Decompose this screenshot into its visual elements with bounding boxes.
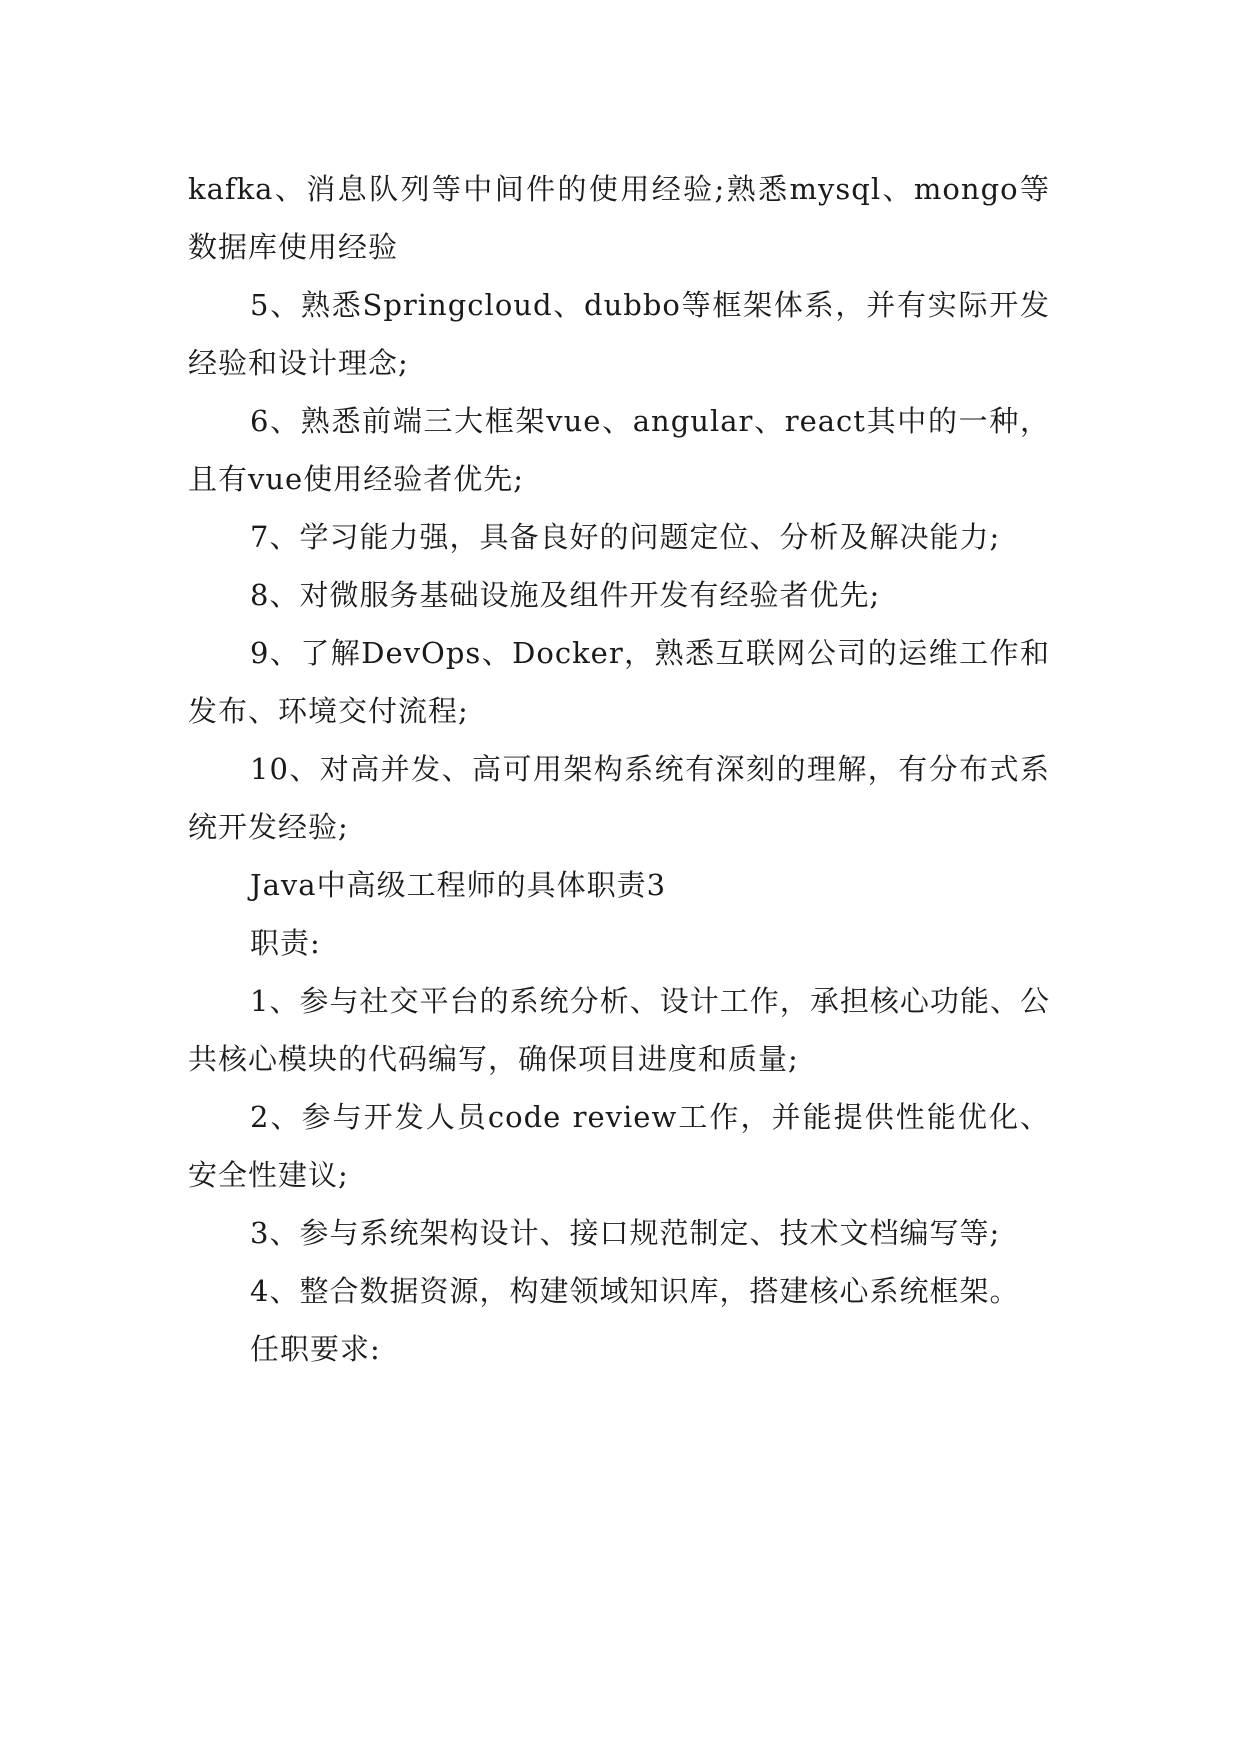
- paragraph-6: 10、对高并发、高可用架构系统有深刻的理解，有分布式系统开发经验;: [188, 752, 1050, 844]
- paragraph-2: 6、熟悉前端三大框架vue、angular、react其中的一种，且有vue使用经验者优先;: [188, 404, 1050, 496]
- paragraph-3: 7、学习能力强，具备良好的问题定位、分析及解决能力;: [250, 520, 1001, 554]
- paragraph-5: 9、了解DevOps、Docker，熟悉互联网公司的运维工作和发布、环境交付流程;: [188, 636, 1050, 728]
- paragraph-4: 8、对微服务基础设施及组件开发有经验者优先;: [250, 578, 881, 612]
- paragraph-1: 5、熟悉Springcloud、dubbo等框架体系，并有实际开发经验和设计理念;: [188, 288, 1050, 380]
- document-body: [188, 160, 1050, 1378]
- requirements-label: 任职要求:: [250, 1332, 381, 1366]
- section-heading: Java中高级工程师的具体职责3: [250, 868, 667, 902]
- paragraph-11: 3、参与系统架构设计、接口规范制定、技术文档编写等;: [250, 1216, 1001, 1250]
- paragraph-9: 1、参与社交平台的系统分析、设计工作，承担核心功能、公共核心模块的代码编写，确保项目进度和质量;: [188, 984, 1050, 1076]
- paragraph-12: 4、整合数据资源，构建领域知识库，搭建核心系统框架。: [250, 1274, 1020, 1308]
- duties-label: 职责:: [250, 926, 321, 960]
- paragraph-0: kafka、消息队列等中间件的使用经验;熟悉mysql、mongo等数据库使用经验: [188, 172, 1050, 264]
- paragraph-10: 2、参与开发人员code review工作，并能提供性能优化、安全性建议;: [188, 1100, 1050, 1192]
